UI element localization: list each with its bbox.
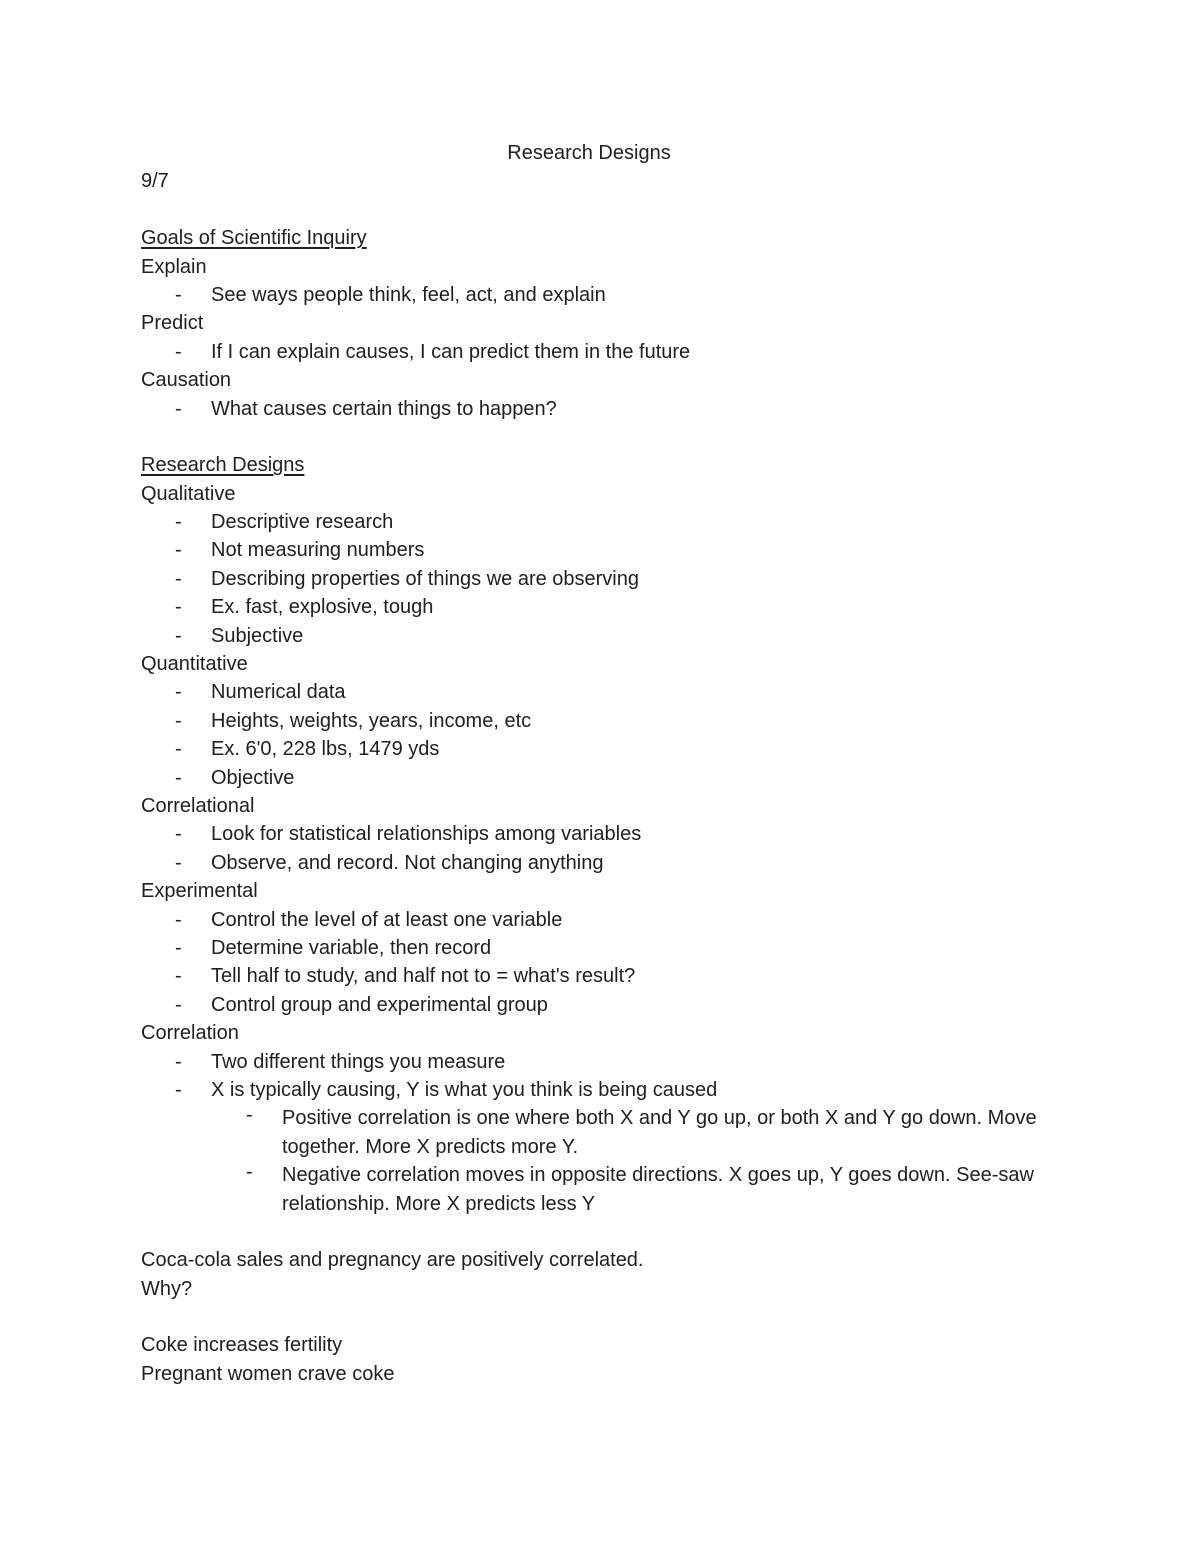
- bullet-text: Look for statistical relationships among variables: [211, 823, 642, 846]
- term-causation: Causation: [141, 369, 232, 392]
- term-explain: Explain: [141, 255, 207, 278]
- bullet-dash: -: [246, 1161, 253, 1184]
- bullet-text: Ex. fast, explosive, tough: [211, 596, 434, 619]
- closing-question: Why?: [141, 1277, 193, 1300]
- bullet-dash: -: [175, 596, 182, 619]
- bullet-dash: -: [175, 397, 182, 420]
- bullet-text: See ways people think, feel, act, and explain: [211, 283, 606, 306]
- bullet-dash: -: [175, 993, 182, 1016]
- bullet-dash: -: [175, 681, 182, 704]
- list-item: [141, 593, 1061, 621]
- bullet-dash: -: [175, 340, 182, 363]
- bullet-text: Control group and experimental group: [211, 993, 548, 1016]
- spacer: [141, 1303, 1061, 1331]
- closing-answer: Coke increases fertility: [141, 1334, 343, 1357]
- bullet-dash: -: [175, 936, 182, 959]
- list-item: [141, 906, 1061, 934]
- bullet-text: Two different things you measure: [211, 1050, 506, 1073]
- term-qualitative: Qualitative: [141, 482, 236, 505]
- bullet-text: Numerical data: [211, 681, 346, 704]
- bullet-dash: -: [175, 539, 182, 562]
- bullet-dash: -: [175, 283, 182, 306]
- document-page: [141, 139, 1061, 1388]
- term-predict: Predict: [141, 312, 204, 335]
- bullet-text: Tell half to study, and half not to = what's result?: [211, 965, 636, 988]
- term-correlation: Correlation: [141, 1022, 239, 1045]
- bullet-text: X is typically causing, Y is what you think is being caused: [211, 1078, 718, 1101]
- sub-bullet-text: Positive correlation is one where both X and Y go up, or both X and Y go down. Move together. More X predicts more Y.: [282, 1107, 1037, 1158]
- bullet-dash: -: [175, 1078, 182, 1101]
- sub-bullet-text: Negative correlation moves in opposite directions. X goes up, Y goes down. See-saw relationship. More X predicts less Y: [282, 1164, 1034, 1215]
- term-experimental: Experimental: [141, 880, 258, 903]
- list-item: [141, 338, 1061, 366]
- term-correlational: Correlational: [141, 794, 255, 817]
- list-item: [141, 508, 1061, 536]
- bullet-dash: -: [175, 511, 182, 534]
- bullet-text: Control the level of at least one variable: [211, 908, 563, 931]
- bullet-dash: -: [175, 709, 182, 732]
- list-item: [141, 735, 1061, 763]
- closing-answer: Pregnant women crave coke: [141, 1362, 395, 1385]
- list-item: [141, 962, 1061, 990]
- bullet-text: Subjective: [211, 624, 304, 647]
- spacer: [141, 196, 1061, 224]
- bullet-text: Describing properties of things we are observing: [211, 567, 639, 590]
- list-item: [141, 622, 1061, 650]
- bullet-dash: -: [175, 624, 182, 647]
- bullet-text: What causes certain things to happen?: [211, 397, 557, 420]
- list-item: [141, 764, 1061, 792]
- list-item: [141, 991, 1061, 1019]
- bullet-text: Determine variable, then record: [211, 936, 492, 959]
- bullet-text: Objective: [211, 766, 295, 789]
- list-item: [141, 849, 1061, 877]
- list-item: [141, 536, 1061, 564]
- bullet-text: Ex. 6'0, 228 lbs, 1479 yds: [211, 738, 440, 761]
- list-item: [141, 281, 1061, 309]
- bullet-dash: -: [175, 908, 182, 931]
- document-date: 9/7: [141, 170, 169, 193]
- list-item: [141, 707, 1061, 735]
- bullet-text: Descriptive research: [211, 511, 394, 534]
- term-quantitative: Quantitative: [141, 653, 248, 676]
- list-item: [141, 820, 1061, 848]
- bullet-text: If I can explain causes, I can predict them in the future: [211, 340, 691, 363]
- list-item: [141, 1048, 1061, 1076]
- bullet-text: Not measuring numbers: [211, 539, 425, 562]
- list-item: [141, 1076, 1061, 1104]
- list-item: [141, 934, 1061, 962]
- bullet-dash: -: [175, 965, 182, 988]
- bullet-dash: -: [246, 1104, 253, 1127]
- list-item: [141, 565, 1061, 593]
- sub-list-item: [141, 1161, 1061, 1218]
- bullet-dash: -: [175, 1050, 182, 1073]
- bullet-dash: -: [175, 738, 182, 761]
- bullet-dash: -: [175, 823, 182, 846]
- document-title: Research Designs: [507, 142, 671, 164]
- bullet-dash: -: [175, 766, 182, 789]
- spacer: [141, 1218, 1061, 1246]
- bullet-dash: -: [175, 567, 182, 590]
- sub-list-item: [141, 1104, 1061, 1161]
- spacer: [141, 423, 1061, 451]
- list-item: [141, 678, 1061, 706]
- section-heading-research-designs: Research Designs: [141, 454, 305, 477]
- bullet-text: Heights, weights, years, income, etc: [211, 709, 532, 732]
- closing-statement: Coca-cola sales and pregnancy are positively correlated.: [141, 1249, 644, 1272]
- bullet-dash: -: [175, 851, 182, 874]
- list-item: [141, 395, 1061, 423]
- section-heading-goals: Goals of Scientific Inquiry: [141, 227, 367, 250]
- bullet-text: Observe, and record. Not changing anything: [211, 851, 604, 874]
